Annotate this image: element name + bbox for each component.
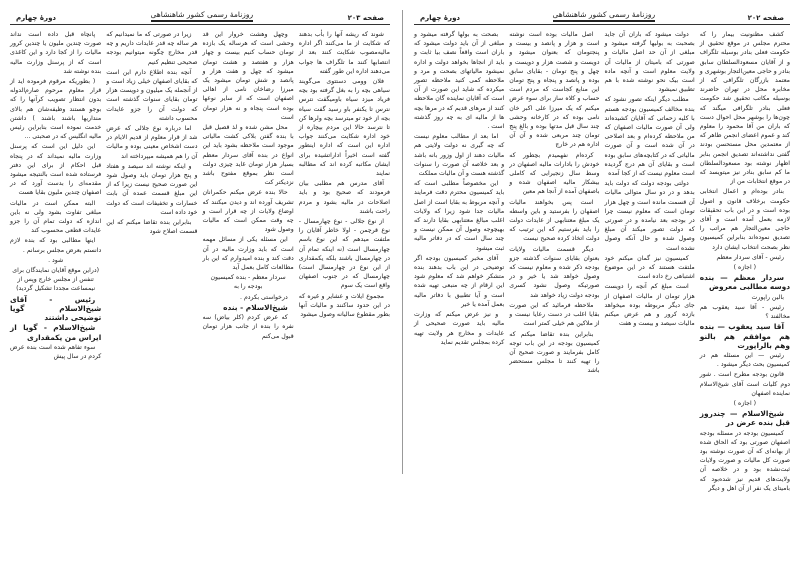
page-header: [414, 8, 790, 25]
text-column: [605, 30, 695, 494]
paragraph: دولتی بودجه دولت که دولت باید بدهد و در دو سال متوالی مالیات آن قسمت مانده است و چهل هزار تومان است که معلوم نیست چرا در بودجه بعد نیامده و در صورتی که دولت تصور میکند آن مبلغ وصول شده و حال آنکه وصول نشده است: [604, 180, 695, 252]
newspaper-title: روزنامهٔ رسمی کشور شاهنشاهی: [553, 10, 656, 22]
text-column: [700, 30, 790, 494]
columns: [10, 30, 390, 362]
text-column: [10, 30, 101, 362]
speaker-paragraph: شیخ‌الاسلام - گویا از ایراس من یکمقداری: [10, 323, 102, 342]
paragraph: ملاحظه فرمائید که این صورت بقایا اغلب در دست رعایا نیست و از ملاکین هم خیلی کمتر است: [509, 301, 600, 328]
paragraph: آقای مدرس هم مطلبی بیان فرمودند که صحیح بود و باید اصلاحات در مالیه بشود و مردم راحت باشند: [298, 180, 390, 215]
centered-note: (دراین موقع آقایان نمایندگان برای تنفس از مجلس خارج وپس از نیمساعت مجددا تشکیل گردید): [12, 267, 99, 293]
columns: [414, 30, 790, 494]
paragraph: دولت میشود که باران آن جاید بصحبت به بولیها گرفته میشود و مبلغی از آن حد اصل مالیات و صورتی که بامیتان از مالیات آن ولایت معلوم است و آنچه ماده است بیک نحو نوشته شده با هم تطبیق نمیشود: [604, 31, 695, 94]
text-column: [299, 30, 390, 362]
paragraph: آنچه بنده اطلاع دارم این است که بقایای اصفهان خیلی زیاد است و از آنجمله یک میلیون و دویست هزار تومان بقایای سنوات گذشته است که دولت آن را جزو عایدات محسوب داشته: [106, 68, 198, 122]
paragraph: بنادر بوده‌ام و اعمال انتخابی حکومت برخلاف قانون و اصول بوده است و در این باب تحقیقات لازمه بعمل آمده است و آقای حاجی معین‌التجار هم مراتب را تصدیق نموده‌اند بنابراین کمیسیون نظر بصحت انتخاب ایشان دارد: [699, 188, 790, 251]
paragraph: کمیسیون نیز گمان میکنم خود ملتفت هستند که در این موضوع اشتباهی رخ داده است: [604, 254, 695, 281]
paragraph: بنابراین بنده تقاضا میکنم که کمیسیون بودجه در این باب توجه کامل بفرمایند و صورت صحیح آن را تهیه کنند تا مجلس مستحضر باشد: [509, 330, 600, 375]
paragraph: سوء تفاهم شده است بنده عرض کردم در سال پیش: [10, 343, 102, 360]
paragraph: حالا بنده عرض میکنم حکمرانان تشریف آورده اند و دیدن میکنند که اوضاع ولایات از چه قرار است و چه وقت ممکن است که مالیات وصول شود: [202, 189, 294, 234]
paragraph: بنابراین بنده تقاضا میکنم که این قسمت اصلاح شود: [106, 219, 198, 236]
paragraph: که عرض کردم (کلر بیاض) سه نفره را بنده از جانب هزار تومان قبول می‌کنم: [202, 314, 294, 340]
page-number: صفحه ۲۰۳: [347, 14, 384, 22]
centered-note: ( اجازه ): [733, 264, 757, 272]
paragraph: رئیس — این مسئله هم در کمیسیون بحث دیگر میشود .: [699, 351, 790, 369]
paragraph: آقای مخبر کمیسیون بودجه اگر توضیحی در این باب بدهند بنده متشکر خواهم شد که معلوم شود این ارقام از چه منبعی تهیه شده است و آیا تطبیق با دفاتر مالیه بعمل آمده یا خیر: [414, 254, 505, 308]
paragraph: و اینکه نوشته اند سیصد و هفتاد و پنج هزار تومان باید وصول شود این صورت صحیح نیست زیرا که از این مبلغ قسمت عمده آن بابت خسارات و تخفیفات است که دولت خود داده است: [106, 162, 198, 216]
paragraph: از نوع جلالی - نوع چهارمسال - نوع قرچمن - اولا خاطر آقایان را ملتفت میدهم که این نوع باسم چهارمسال است (نه اینکه تمام آن در چهارمسال باشند بلکه یکمقداری از این نوع در چهارمسال است) چهارمسال که در جنوب اصفهان واقع است یک سوم: [298, 218, 390, 290]
speaker-paragraph: رئیس - آقای شیخ‌الاسلام گویا توضیحی داشتند: [10, 294, 102, 323]
paragraph: این دلیل این است که پرسنل وزارت مالیه نمیداند که در پنجاه قبل احکام از برای این دفتر فرستاده شده است بالنتیجه میشود مقدمه‌ای را بدست آورد که در اصفهان چندین ملیون بقایا هست: [10, 143, 102, 197]
speaker-paragraph: آقا سید یعقوب — بنده هم موافقم هم بالنو وهم بالراپورت: [699, 322, 790, 350]
period-label: دورهٔ چهارم: [420, 14, 461, 22]
page-number: صفحه ۲۰۲: [747, 14, 784, 22]
paragraph: و نیز عرض میکنم که وزارت مالیه باید صورت صحیحی از عایدات و مخارج هر ولایت تهیه کرده بمجلس تقدیم نماید: [414, 311, 505, 346]
paragraph: قانون بودجه مطرح است . شور دوم کلیات است آقای شیخ‌الاسلام نماینده اصفهان: [699, 371, 790, 397]
paragraph: ( بطوریکه مرقوم فرموده اید از قرار معلوم مرحوم صارم‌الدوله بدون انتظار تصویب کرآنها را که بوجو هستند وظیفه‌شان هم بالای منداریها باشند باشند ) داشتن خدمت نموده است بنابراین رئیس مالیه انگلیس که در صحبتی ...: [10, 78, 102, 141]
text-column: [509, 30, 599, 494]
paragraph: این مسئله یکی از مسائل مهمه است که باید وزارت مالیه در آن دقت کند و بنده امیدوارم که این بار مطالعات کامل بعمل آید: [202, 236, 294, 272]
paragraph: رئیس - آقا سید یعقوب هم مخالفند ؟: [699, 303, 790, 321]
paragraph: شوند که ریشه آنها را بأب بدهند که شکایت از ما می‌کنند اگر اداره مالیه‌مصوب شکایت کنند بعد از انتصابها کنند ما تلگراف ها جواب می‌دهند اداره این طور گفته: [298, 31, 390, 75]
text-column: [106, 30, 197, 362]
paragraph: رئیس - آقای سردار معظم: [716, 253, 784, 261]
paragraph: مطلب دیگر اینکه تصور نشود که بنده مخالف کمیسیون بودجه هستم با کلیه زحماتی که آقایان کشیده‌اند ولی آن صورت مالیات اصفهان که من ملاحظه کرده‌ام و بعد اصلاحی در آن شده است و آن صورت مالیاتی که در کتابچه‌های سابق بوده است و بقایای آن هم درج گردیده است معلوم نیست که از کجا آمده: [604, 96, 695, 178]
paragraph: کشف مظنونیت بیمار را که محترم مجلس در موقع تحقیق از حکومت فعلی بنادر بوسیله تلگراف و از آقایان مسعودالسلطان سابق بنادر و حاجی معین‌التجار بوشهری و معتمد بازرگان تلگرافی که از مخابره محل در تهران حاضرند بوسیله مکاتب تحقیق شد حکومت فعلی بنادر تلگرافی میگند که چون‌ها را بوشهر محل احوال دست که باران من آقا محمود را معلوم کند و عموم اعضای انجمن ظاهر که از معتمدین محل مستحسن بودند گفتی نداشته‌اند تصدیق انجمن بنابر اظهار نوشته بود مسعودالسلطان ما کم سابق بنادر نیز میتویسد که در موقع انتخابات من از: [699, 31, 790, 186]
newspaper-title: روزنامهٔ رسمی کشور شاهنشاهی: [151, 10, 254, 22]
paragraph: کمیسیون بودجه در مسئله بودجه اصفهان صورتی بود که الحاق شده از بهانه‌ای که آن صورت نوشته بود صورت کل مالیات و صورت ولایات ثبت‌نشده بود و در خلاصه آن ولایت‌های قدیم نیز شده‌بود که بامیتا‌ی یک نفر از آن اهل و دیگر: [699, 429, 790, 492]
speaker-paragraph: شیخ‌الاسلام — چندروز قبل بنده عرض در: [699, 409, 790, 428]
page-left: [0, 0, 400, 362]
paragraph: است مبلغ کم آنچه را دویست هزار تومان از مالیات اصفهان از جای دیگر مربوطه بوده میخواهد بازده کرور و هم عرض میکنم مالیات سیصد و بیست و هفت: [604, 283, 695, 328]
centered-note: سردار معظم - بنده کمیسیون بودجه را به: [210, 274, 286, 291]
paragraph: بصحت به بولها گرفته میشود و مبلغی از آن باید دولت میشود که باران است واقعاً نصف بیا ثابت و باید از انجاها بخواهد دولت و اداره نمیشود مالیاتهای بصحت و مرد و ملاحظه کمی کنید ملاحظه تصور میکرده که شاید این صورت از آن است که آقایان نماینده گان ملاحظه کنند از مرهای قدیم که در مرها بچه ها از مالیه ای به چه روز گذشته است .: [414, 31, 505, 131]
paragraph: اینها مطالبی بود که بنده لازم دانستم بعرض مجلس برسانم .: [10, 237, 102, 254]
paragraph: البته ممکن است در مالیات مبلغی تفاوت بشود ولی نه باین اندازه که دولت تمام آن را جزو عایدات قطعی محسوب کند: [10, 199, 102, 235]
page-header: [10, 8, 390, 25]
paragraph: است پس بخواهند مالیات اصفهان را بفرستید و باین واسطه یک مبلغ معتنابهی از عایدات دولت را باید بفرستیم که این ترتیب که دولت اتخاذ کرده صحیح نیست: [509, 198, 600, 243]
paragraph: این مخصوصاً مطلبی است که باید کمیسیون محترم دقت فرمایند و آنچه مربوط به بقایا است از اصل مالیات جدا شود زیرا که ولایات اغلب مبالغ معتنابهی بقایا دارند که بهیچوجه وصول آن ممکن نیست و چند سال است که در دفاتر مالیه ثبت میشود: [414, 180, 505, 252]
centered-note: شود .: [48, 256, 64, 264]
paragraph: اما بعد از مطالب معلوم نیست که چه گیری نه دولت ولایتی هم مالیات دهند از اول وزور بانه باشد و بعد خلاصه آن صورت را سنوات گذشته هست و آن مالیات مملکت: [414, 133, 505, 178]
paragraph: درخواستی بکردم .: [240, 293, 288, 301]
paragraph: فلان وومی دستتوی می‌گویند سیاهی بچه را به بغل گرفته بود بچه فریاد میزد سیاه باومیگفت نترس نترس تا یکنفر باو رسید گفت سیاه بچه از خود تو میترسد بچه ولرها کن تا نترسد حالا این مردم بیچاره از خود اداره شکایت می‌کنند جواب اداره این است که اداره اینطور گفته است اخیراً اداراتشیده برای ایشان مکاتبه کرده اند که مطالبه نمایند: [298, 78, 390, 178]
paragraph: اما درباره نوع جلالی که عرض شد از قرار معلوم از قدیم الایام در دست اشخاص معینی بوده و مالیات آن را هم همیشه میپرداخته اند: [106, 125, 198, 160]
page-right: [400, 0, 800, 494]
text-column: [414, 30, 504, 494]
paragraph: بالین راپورت: [751, 293, 784, 301]
centered-note: ( اجازه ): [733, 399, 757, 407]
speaker-paragraph: شیخ‌الاسلام - بنده: [223, 302, 288, 312]
paragraph: پانچاه قبل داده است نداند صورت چندین ملیون یا چندین کرور مالیات را از کجا دارد و این کاغذی است که از پرسنل وزارت مالیه بنده نوشته شد: [10, 31, 102, 75]
speaker-paragraph: سردار معظم — بنده دوسه مطالبی معروض: [699, 273, 790, 292]
paragraph: زیرا در صورتی که ما نمیدانیم که هر ساله چه قدر عایدات داریم و چه قدر مخارج چگونه میتوانیم بودجه صحیحی تنظیم کنیم: [106, 31, 198, 66]
paragraph: محل مشن شده و لذ قصیل قبل با بنده گفتن بلاکی کشت مالیاتی موجود است ملاحظه بشود باید این انواع در بنده آقای سردار معظم بسیار هزار تومان غاید چیزی دولت است نظر بموقع مفتوح باشد نزدیکتر کت: [202, 124, 294, 187]
period-label: دورهٔ چهارم: [16, 14, 57, 22]
paragraph: دیگر قسمت مالیات ولایات بعنوان بقایای سنوات گذشته جزو بودجه ذکر شده و معلوم نیست که وصول خواهد شد یا خیر و در صورتیکه وصول نشود کسری بودجه دولت زیاد خواهد شد: [509, 245, 600, 299]
paragraph: وچهل وهشت خروار این قد وحشی است که هرساله یک بازده تومان حساب کنیم بیست و چهار هزار و هفتصد و هشت تومان میشود که چهل و هفت هزار و پانصد و شش تومان میشود یک میرزا رضاخان نامی از اهالی اصفهان است که از سایر نوعها بوده است پنجاه و نه هزار تومان است: [202, 31, 294, 121]
paragraph: مجموع ایلات و عشایر و غیره که در این حدود ساکنند و مالیات آنها بطور مقطوع سالیانه وصول میشود: [298, 292, 390, 319]
paragraph: کرده‌ام نفهمیدم بچطور که خودش را بادارات مالیه اصفهان در وسط سال زنجیرایی که کاملی بیشکار مالیه اصفهان شده و باصفهان آمده از آنجا هم معین: [509, 151, 600, 196]
text-column: [203, 30, 294, 362]
paragraph: اصل مالیات بوده است نوشته است و هزار و پانصد و بیست و پنجتومان که بعنوان میشود و دویست و شصت هزار و دویست و چهل و پنج تومان - بقایای سابق بوده و پانصد و پنجاه و پنج تومان این منابع کجاست که مردم است حساب و کلاه ساز برای سوء عرض میکنم که یک میرزا علی اکبر خان نامی بوده که در کارخانه وحشی چند سال قبل مدتها بوده و بالغ پنج تومان چند مربعی شده و آن آن اداره هم در خارج: [509, 31, 600, 149]
